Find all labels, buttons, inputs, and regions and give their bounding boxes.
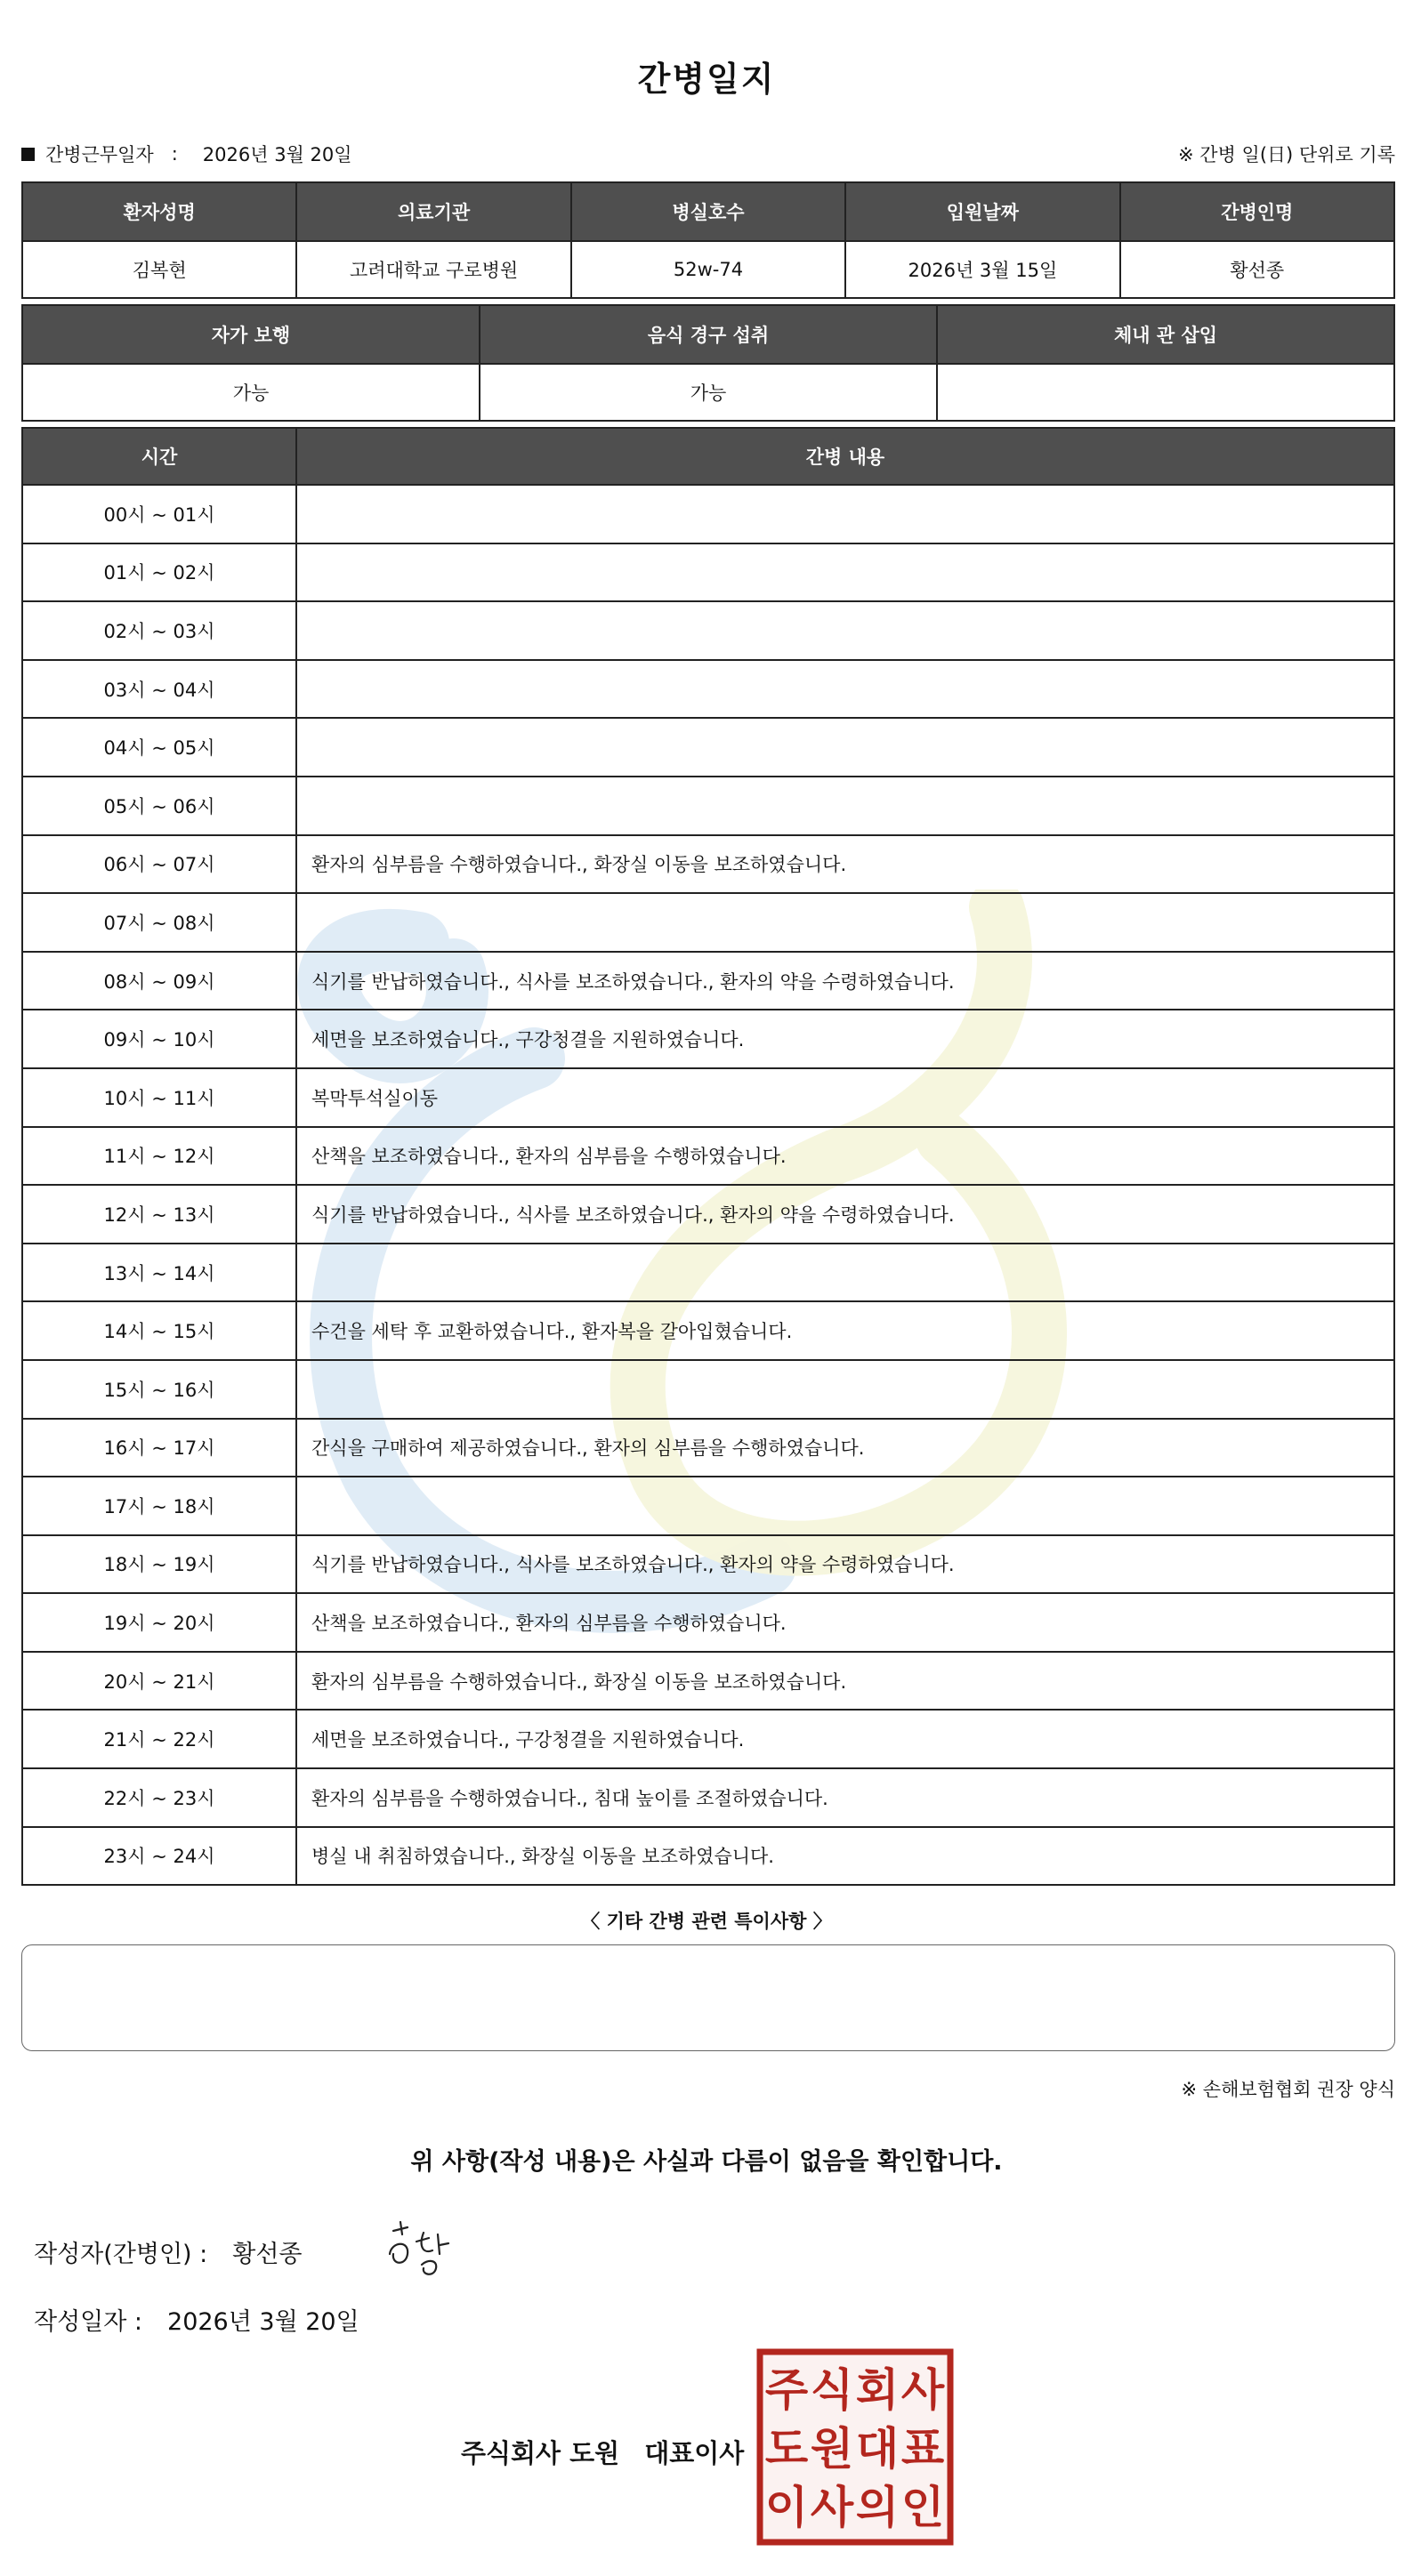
writer-value: 황선종: [232, 2241, 303, 2268]
table-row: [22, 601, 1394, 660]
header-institution: 의료기관: [296, 182, 570, 241]
time-slot-cell: 13시 ~ 14시: [22, 1244, 296, 1302]
table-row: [22, 1710, 1394, 1768]
table-row: [22, 893, 1394, 952]
care-log-body: [22, 485, 1394, 1885]
self-walking-cell: 가능: [22, 364, 480, 421]
care-content-cell: 수건을 세탁 후 교환하였습니다., 환자복을 갈아입혔습니다.: [296, 1301, 1394, 1360]
care-content-cell: [296, 777, 1394, 835]
table-row: [22, 1185, 1394, 1244]
care-content-cell: 세면을 보조하였습니다., 구강청결을 지원하였습니다.: [296, 1010, 1394, 1068]
table-row: [22, 660, 1394, 719]
meta-row: [21, 139, 1395, 169]
time-slot-cell: 01시 ~ 02시: [22, 543, 296, 602]
patient-name-cell: 김복현: [22, 241, 296, 298]
care-content-cell: [296, 1477, 1394, 1535]
time-slot-cell: 14시 ~ 15시: [22, 1301, 296, 1360]
care-content-cell: 세면을 보조하였습니다., 구강청결을 지원하였습니다.: [296, 1710, 1394, 1768]
seal-character: 사: [900, 2364, 945, 2416]
time-slot-cell: 15시 ~ 16시: [22, 1360, 296, 1419]
time-slot-cell: 04시 ~ 05시: [22, 718, 296, 777]
care-content-cell: 식기를 반납하였습니다., 식사를 보조하였습니다., 환자의 약을 수령하였습니다.: [296, 952, 1394, 1010]
care-content-cell: 복막투석실이동: [296, 1068, 1394, 1127]
care-content-cell: [296, 718, 1394, 777]
time-slot-cell: 12시 ~ 13시: [22, 1185, 296, 1244]
table-row: [22, 1535, 1394, 1594]
care-content-cell: [296, 601, 1394, 660]
table-row: [22, 1068, 1394, 1127]
notes-title: 〈 기타 간병 관련 특이사항 〉: [581, 1911, 832, 1932]
table-row: [22, 543, 1394, 602]
care-content-cell: [296, 1244, 1394, 1302]
table-row: [22, 1360, 1394, 1419]
time-slot-cell: 18시 ~ 19시: [22, 1535, 296, 1594]
table-row: [22, 364, 1394, 421]
time-slot-cell: 10시 ~ 11시: [22, 1068, 296, 1127]
time-slot-cell: 09시 ~ 10시: [22, 1010, 296, 1068]
care-content-cell: 산책을 보조하였습니다., 환자의 심부름을 수행하였습니다.: [296, 1127, 1394, 1186]
table-row: [22, 1010, 1394, 1068]
header-self-walking: 자가 보행: [22, 305, 480, 364]
table-row: [22, 1827, 1394, 1886]
time-slot-cell: 21시 ~ 22시: [22, 1710, 296, 1768]
seal-character: 주: [764, 2364, 809, 2416]
header-room-number: 병실호수: [571, 182, 845, 241]
table-row: [22, 1652, 1394, 1711]
oral-intake-cell: 가능: [480, 364, 937, 421]
special-notes-box: [21, 1944, 1395, 2051]
room-number-cell: 52w-74: [571, 241, 845, 298]
seal-character: 사: [810, 2482, 854, 2533]
write-date-field: [34, 2302, 359, 2337]
write-date-value: 2026년 3월 20일: [167, 2308, 359, 2336]
time-slot-cell: 03시 ~ 04시: [22, 660, 296, 719]
seal-character: 표: [900, 2423, 945, 2475]
seal-character: 식: [810, 2364, 854, 2416]
table-row: [22, 485, 1394, 543]
header-patient-name: 환자성명: [22, 182, 296, 241]
care-content-cell: 환자의 심부름을 수행하였습니다., 화장실 이동을 보조하였습니다.: [296, 1652, 1394, 1711]
time-slot-cell: 08시 ~ 09시: [22, 952, 296, 1010]
time-slot-cell: 17시 ~ 18시: [22, 1477, 296, 1535]
table-row: [22, 1301, 1394, 1360]
patient-info-table: [21, 181, 1395, 299]
care-date-separator: :: [171, 143, 178, 165]
care-content-cell: 식기를 반납하였습니다., 식사를 보조하였습니다., 환자의 약을 수령하였습니다.: [296, 1185, 1394, 1244]
table-row: [22, 1477, 1394, 1535]
time-slot-cell: 00시 ~ 01시: [22, 485, 296, 543]
header-admission-date: 입원날짜: [845, 182, 1119, 241]
care-content-cell: 식기를 반납하였습니다., 식사를 보조하였습니다., 환자의 약을 수령하였습니다.: [296, 1535, 1394, 1594]
care-content-cell: 간식을 구매하여 제공하였습니다., 환자의 심부름을 수행하였습니다.: [296, 1419, 1394, 1477]
time-slot-cell: 19시 ~ 20시: [22, 1593, 296, 1652]
seal-character: 의: [855, 2482, 900, 2533]
document-title: 간병일지: [637, 60, 776, 99]
company-role: 대표이사: [644, 2438, 745, 2468]
seal-character: 이: [764, 2482, 809, 2533]
write-date-label: 작성일자 :: [34, 2308, 143, 2336]
institution-cell: 고려대학교 구로병원: [296, 241, 570, 298]
seal-character: 원: [810, 2423, 854, 2475]
caregiver-name-cell: 황선종: [1120, 241, 1394, 298]
company-signature-line: [461, 2434, 744, 2470]
time-slot-cell: 06시 ~ 07시: [22, 835, 296, 894]
time-slot-cell: 07시 ~ 08시: [22, 893, 296, 952]
table-row: [22, 1768, 1394, 1827]
confirmation-statement: 위 사항(작성 내용)은 사실과 다름이 없음을 확인합니다.: [410, 2148, 1003, 2176]
table-row: [22, 241, 1394, 298]
handwritten-signature-icon: [383, 2215, 463, 2286]
care-date-value: 2026년 3월 20일: [202, 144, 352, 165]
care-content-cell: [296, 485, 1394, 543]
table-header-row: [22, 428, 1394, 485]
company-seal-stamp-icon: [755, 2347, 956, 2548]
header-oral-intake: 음식 경구 섭취: [480, 305, 937, 364]
table-header-row: [22, 182, 1394, 241]
care-content-cell: [296, 660, 1394, 719]
time-slot-cell: 20시 ~ 21시: [22, 1652, 296, 1711]
table-header-row: [22, 305, 1394, 364]
header-tube-insertion: 체내 관 삽입: [937, 305, 1394, 364]
form-source-note: ※ 손해보험협회 권장 양식: [1181, 2079, 1395, 2100]
table-row: [22, 718, 1394, 777]
time-slot-cell: 11시 ~ 12시: [22, 1127, 296, 1186]
seal-character: 회: [855, 2364, 900, 2416]
company-name: 주식회사 도원: [461, 2438, 620, 2468]
writer-field: [34, 2234, 303, 2269]
time-slot-cell: 16시 ~ 17시: [22, 1419, 296, 1477]
time-slot-cell: 23시 ~ 24시: [22, 1827, 296, 1886]
care-content-cell: [296, 893, 1394, 952]
table-row: [22, 1127, 1394, 1186]
header-time: 시간: [22, 428, 296, 485]
table-row: [22, 777, 1394, 835]
care-content-cell: 산책을 보조하였습니다., 환자의 심부름을 수행하였습니다.: [296, 1593, 1394, 1652]
table-row: [22, 1593, 1394, 1652]
time-slot-cell: 02시 ~ 03시: [22, 601, 296, 660]
seal-character: 도: [764, 2423, 809, 2475]
care-content-cell: [296, 1360, 1394, 1419]
care-date-field: [21, 141, 352, 167]
square-bullet-icon: [21, 148, 35, 161]
table-row: [22, 1419, 1394, 1477]
header-caregiver-name: 간병인명: [1120, 182, 1394, 241]
care-content-cell: [296, 543, 1394, 602]
care-date-label: 간병근무일자: [45, 144, 154, 165]
time-slot-cell: 22시 ~ 23시: [22, 1768, 296, 1827]
care-content-cell: 환자의 심부름을 수행하였습니다., 침대 높이를 조절하였습니다.: [296, 1768, 1394, 1827]
table-row: [22, 1244, 1394, 1302]
unit-note: ※ 간병 일(日) 단위로 기록: [1178, 144, 1395, 165]
care-content-cell: 환자의 심부름을 수행하였습니다., 화장실 이동을 보조하였습니다.: [296, 835, 1394, 894]
seal-character: 인: [900, 2482, 945, 2533]
table-row: [22, 952, 1394, 1010]
seal-character: 대: [855, 2423, 900, 2475]
time-slot-cell: 05시 ~ 06시: [22, 777, 296, 835]
care-content-cell: 병실 내 취침하였습니다., 화장실 이동을 보조하였습니다.: [296, 1827, 1394, 1886]
admission-date-cell: 2026년 3월 15일: [845, 241, 1119, 298]
tube-insertion-cell: [937, 364, 1394, 421]
patient-status-table: [21, 304, 1395, 422]
table-row: [22, 835, 1394, 894]
header-care-content: 간병 내용: [296, 428, 1394, 485]
care-log-table: [21, 427, 1395, 1886]
writer-label: 작성자(간병인) :: [34, 2241, 208, 2268]
